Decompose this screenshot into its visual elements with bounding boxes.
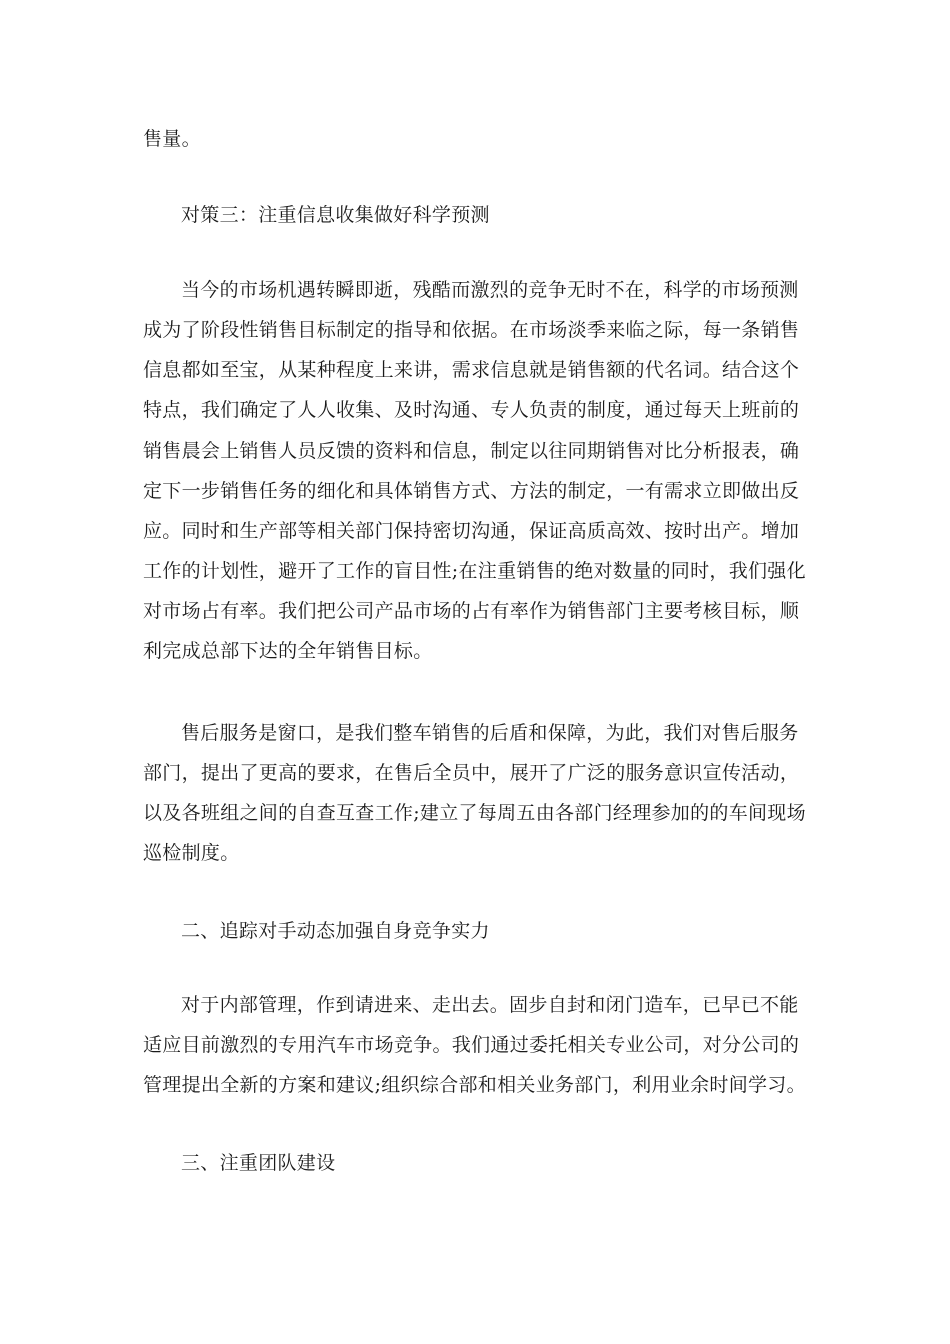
paragraph-line: 当今的市场机遇转瞬即逝，残酷而激烈的竞争无时不在，科学的市场预测 [181, 279, 799, 301]
section-heading: 三、注重团队建设 [181, 1152, 336, 1174]
paragraph-line: 部门，提出了更高的要求，在售后全员中，展开了广泛的服务意识宣传活动， [143, 762, 800, 784]
paragraph-line: 对市场占有率。我们把公司产品市场的占有率作为销售部门主要考核目标，顺 [143, 600, 800, 622]
paragraph-line: 巡检制度。 [143, 842, 240, 864]
paragraph-line: 销售晨会上销售人员反馈的资料和信息，制定以往同期销售对比分析报表，确 [143, 440, 800, 462]
paragraph-line: 以及各班组之间的自查互查工作;建立了每周五由各部门经理参加的的车间现场 [143, 802, 806, 824]
section-heading: 对策三：注重信息收集做好科学预测 [181, 204, 490, 226]
paragraph-line: 售后服务是窗口，是我们整车销售的后盾和保障，为此，我们对售后服务 [181, 722, 799, 744]
paragraph-line: 售量。 [143, 128, 201, 150]
paragraph-line: 利完成总部下达的全年销售目标。 [143, 640, 433, 662]
paragraph-line: 定下一步销售任务的细化和具体销售方式、方法的制定，一有需求立即做出反 [143, 480, 800, 502]
paragraph-line: 管理提出全新的方案和建议;组织综合部和相关业务部门，利用业余时间学习。 [143, 1074, 806, 1096]
section-heading: 二、追踪对手动态加强自身竞争实力 [181, 920, 490, 942]
paragraph-line: 对于内部管理，作到请进来、走出去。固步自封和闭门造车，已早已不能 [181, 994, 799, 1016]
paragraph-line: 适应目前激烈的专用汽车市场竞争。我们通过委托相关专业公司，对分公司的 [143, 1034, 800, 1056]
paragraph-line: 信息都如至宝，从某种程度上来讲，需求信息就是销售额的代名词。结合这个 [143, 359, 800, 381]
paragraph-line: 工作的计划性，避开了工作的盲目性;在注重销售的绝对数量的同时，我们强化 [143, 560, 806, 582]
paragraph-line: 应。同时和生产部等相关部门保持密切沟通，保证高质高效、按时出产。增加 [143, 520, 800, 542]
paragraph-line: 成为了阶段性销售目标制定的指导和依据。在市场淡季来临之际，每一条销售 [143, 319, 800, 341]
paragraph-line: 特点，我们确定了人人收集、及时沟通、专人负责的制度，通过每天上班前的 [143, 399, 800, 421]
